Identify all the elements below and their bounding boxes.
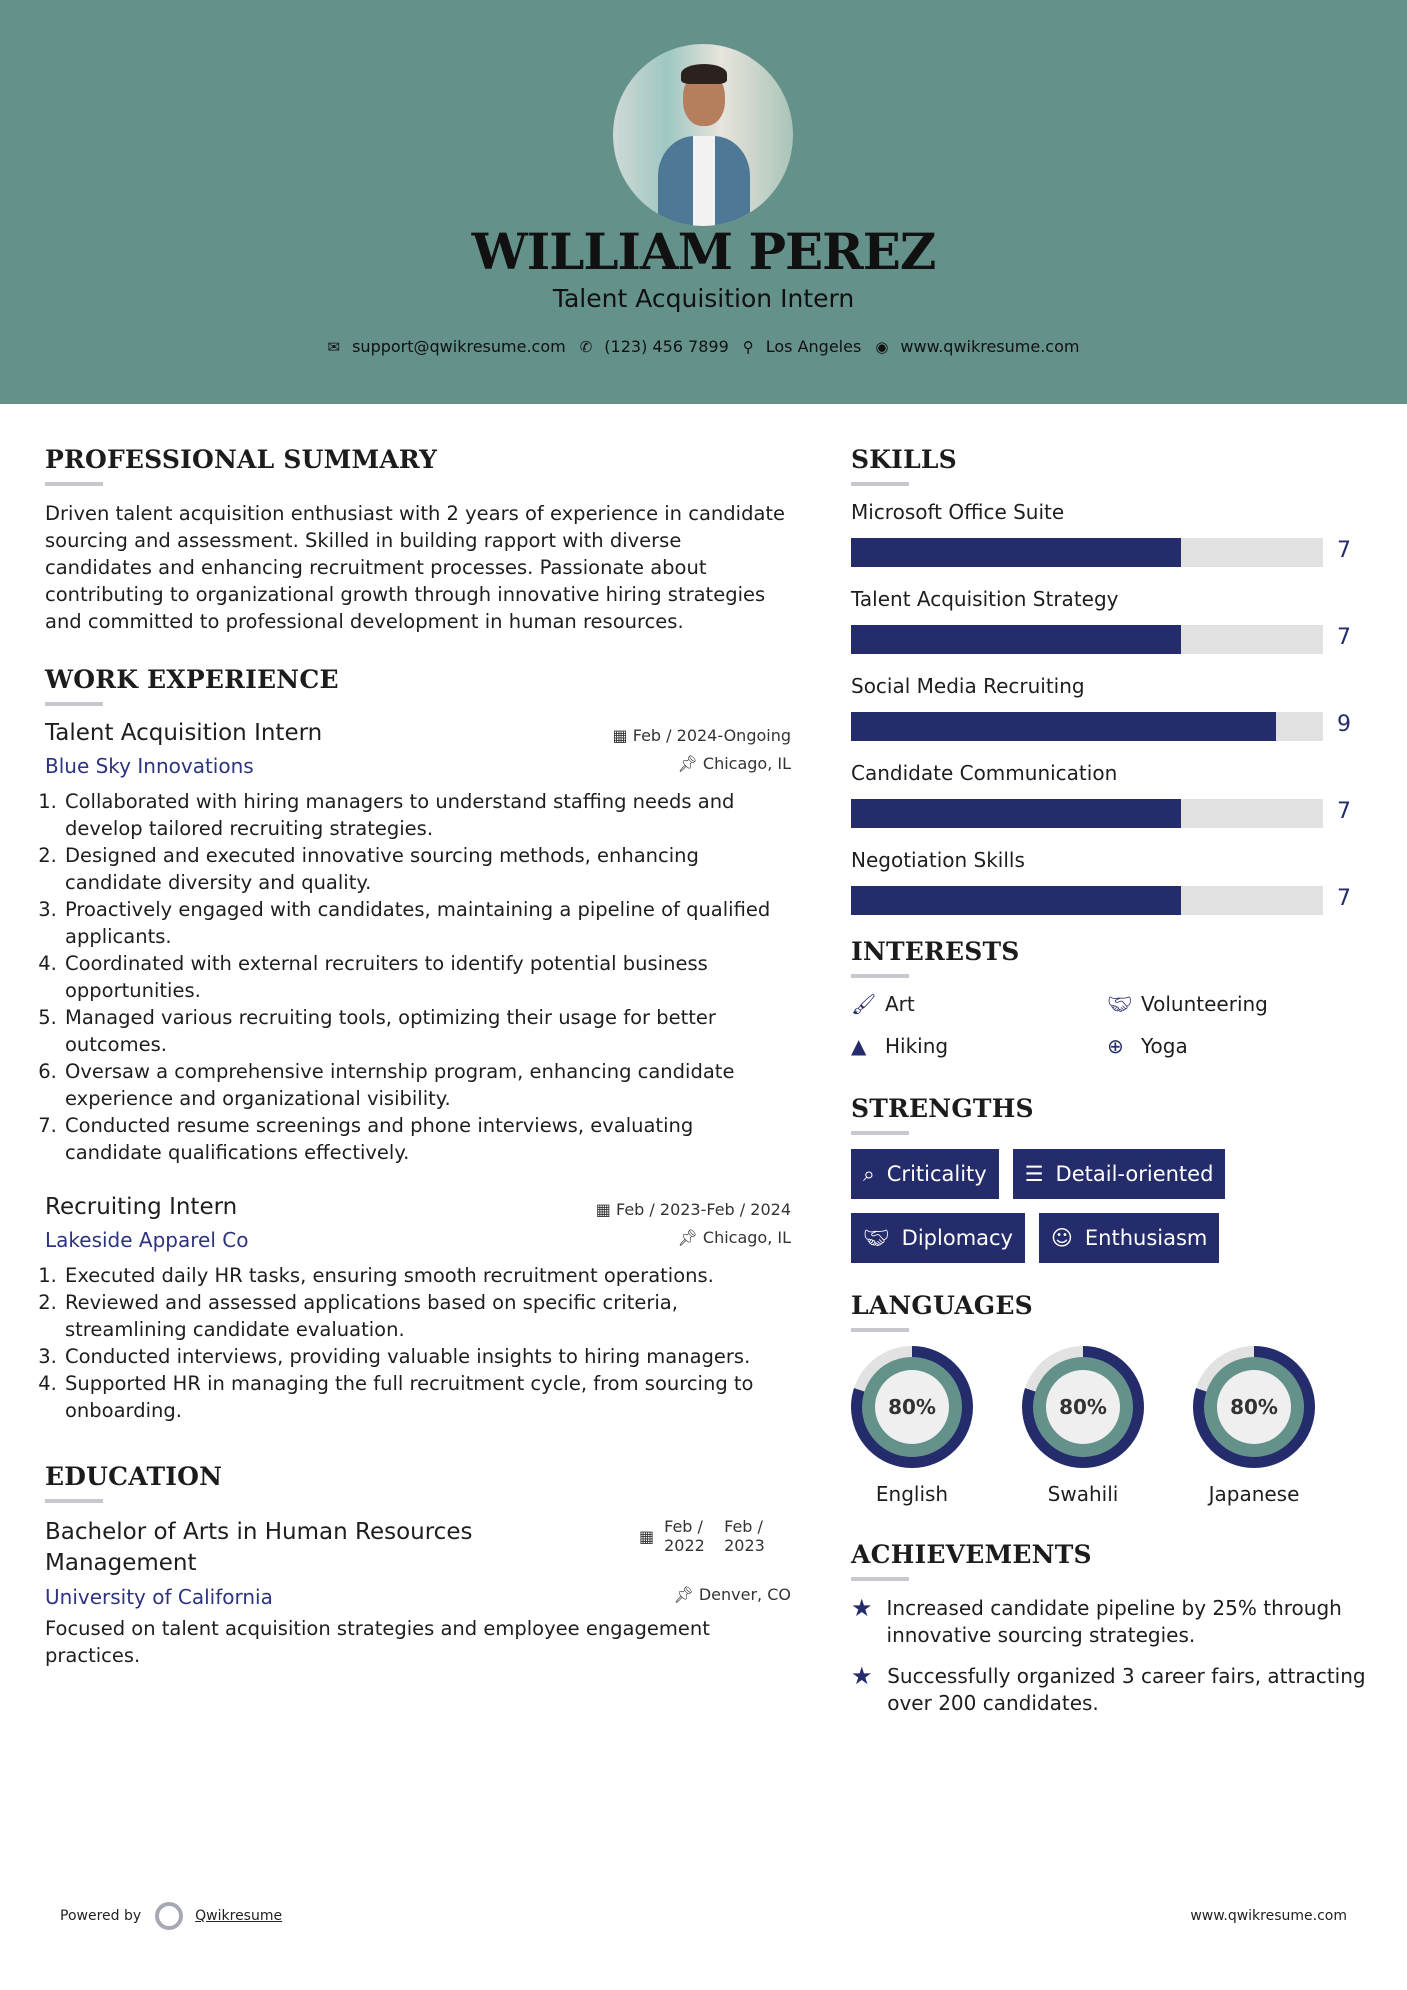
skill-level: 7 bbox=[1337, 625, 1351, 650]
summary-text: Driven talent acquisition enthusiast with 2 years of experience in candidate sourcing and assessment. Skilled in building rapport with diverse candidates and enhancing recruitment processes. Passionate about contributing to organizational growth through innovative hiring strategies and committed to professional development in human resources. bbox=[45, 502, 786, 633]
language-percent: 80% bbox=[1217, 1370, 1291, 1444]
skill-name: Negotiation Skills bbox=[851, 848, 1025, 872]
envelope-icon: ✉ bbox=[327, 337, 341, 356]
website[interactable]: www.qwikresume.com bbox=[900, 337, 1080, 356]
skill-item bbox=[851, 674, 1371, 761]
job-bullet: 7. Conducted resume screenings and phone interviews, evaluating candidate qualifications effectively. bbox=[63, 1112, 791, 1166]
candidate-name: WILLIAM PEREZ bbox=[471, 222, 936, 281]
contact-bar bbox=[0, 337, 1407, 356]
edu-end: Feb / 2023 bbox=[724, 1517, 765, 1555]
paintbrush-icon: 🖌︎ bbox=[851, 992, 877, 1016]
edu-start: Feb / 2022 bbox=[664, 1517, 705, 1555]
brand-link[interactable]: Qwikresume bbox=[195, 1908, 283, 1924]
skill-list bbox=[851, 500, 1371, 935]
right-column bbox=[851, 445, 1371, 1731]
degree: Bachelor of Arts in Human Resources Management bbox=[45, 1519, 473, 1576]
job-bullet: 2. Designed and executed innovative sourcing methods, enhancing candidate diversity and quality. bbox=[63, 842, 791, 896]
language-name: Swahili bbox=[1047, 1482, 1119, 1506]
interest-item: 🤝︎ Volunteering bbox=[1107, 992, 1268, 1016]
profile-photo bbox=[613, 44, 793, 226]
skill-name: Social Media Recruiting bbox=[851, 674, 1085, 698]
edu-location: Denver, CO bbox=[698, 1585, 791, 1604]
job-dates: Feb / 2023-Feb / 2024 bbox=[616, 1200, 791, 1219]
skill-bar-fill bbox=[851, 712, 1276, 741]
skill-item bbox=[851, 587, 1371, 674]
map-marker-icon: ⚲ bbox=[742, 337, 754, 356]
job-bullet: 3. Proactively engaged with candidates, maintaining a pipeline of qualified applicants. bbox=[63, 896, 791, 950]
summary-heading: PROFESSIONAL SUMMARY bbox=[45, 445, 438, 474]
skill-name: Candidate Communication bbox=[851, 761, 1118, 785]
language-item bbox=[851, 1346, 973, 1506]
edu-description: Focused on talent acquisition strategies and employee engagement practices. bbox=[45, 1617, 710, 1667]
job-entry bbox=[45, 720, 791, 1166]
job-bullet: 6. Oversaw a comprehensive internship program, enhancing candidate experience and organizational visibility. bbox=[63, 1058, 791, 1112]
handshake-icon: 🤝︎ bbox=[1107, 992, 1133, 1016]
handshake-icon: 🤝︎ bbox=[863, 1225, 890, 1250]
strength-chip: 🤝︎ Diplomacy bbox=[851, 1213, 1025, 1263]
skill-item bbox=[851, 761, 1371, 848]
strengths-heading: STRENGTHS bbox=[851, 1094, 1034, 1123]
language-item bbox=[1193, 1346, 1315, 1506]
company: Blue Sky Innovations bbox=[45, 754, 254, 778]
strength-chip: ☰ Detail-oriented bbox=[1013, 1149, 1226, 1199]
job-bullet: 5. Managed various recruiting tools, optimizing their usage for better outcomes. bbox=[63, 1004, 791, 1058]
job-bullet: 1. Executed daily HR tasks, ensuring smooth recruitment operations. bbox=[63, 1262, 791, 1289]
language-item bbox=[1022, 1346, 1144, 1506]
language-list bbox=[851, 1346, 1371, 1506]
skill-bar-fill bbox=[851, 799, 1181, 828]
lifering-icon: ⊕ bbox=[1107, 1034, 1124, 1058]
language-donut bbox=[851, 1346, 973, 1468]
interests-heading: INTERESTS bbox=[851, 937, 1020, 966]
resume-header bbox=[0, 0, 1407, 404]
footer-website[interactable]: www.qwikresume.com bbox=[1190, 1908, 1347, 1924]
star-icon: ★ bbox=[851, 1662, 873, 1690]
pin-icon: 📌︎ bbox=[673, 1585, 699, 1604]
achievement-item: ★ Increased candidate pipeline by 25% through innovative sourcing strategies. bbox=[851, 1594, 1342, 1647]
language-percent: 80% bbox=[1046, 1370, 1120, 1444]
achievement-item: ★ Successfully organized 3 career fairs, attracting over 200 candidates. bbox=[851, 1662, 1366, 1715]
globe-icon: ◉ bbox=[875, 337, 889, 356]
skill-bar bbox=[851, 625, 1323, 654]
achievements-heading: ACHIEVEMENTS bbox=[851, 1540, 1092, 1569]
skill-bar bbox=[851, 886, 1323, 915]
phone: (123) 456 7899 bbox=[604, 337, 729, 356]
strength-chip: ☺ Enthusiasm bbox=[1039, 1213, 1219, 1263]
language-name: English bbox=[875, 1482, 949, 1506]
skill-name: Talent Acquisition Strategy bbox=[851, 587, 1119, 611]
star-icon: ★ bbox=[851, 1594, 873, 1622]
job-list bbox=[45, 720, 791, 1424]
skills-heading: SKILLS bbox=[851, 445, 957, 474]
pin-icon: 📌︎ bbox=[677, 1228, 703, 1247]
tree-icon: ▲ bbox=[851, 1034, 867, 1058]
school: University of California bbox=[45, 1585, 273, 1609]
calendar-icon: ▦ bbox=[639, 1526, 655, 1546]
education-entry bbox=[45, 1517, 791, 1579]
job-bullet: 2. Reviewed and assessed applications based on specific criteria, streamlining candidate evaluation. bbox=[63, 1289, 791, 1343]
calendar-icon: ▦ bbox=[612, 726, 633, 745]
smile-icon: ☺ bbox=[1051, 1226, 1073, 1250]
skill-bar-fill bbox=[851, 625, 1181, 654]
skill-level: 7 bbox=[1337, 799, 1351, 824]
strength-chip: ⌕ Criticality bbox=[851, 1149, 999, 1199]
interest-item: ▲ Hiking bbox=[851, 1034, 949, 1058]
job-bullet: 1. Collaborated with hiring managers to understand staffing needs and develop tailored recruiting strategies. bbox=[63, 788, 791, 842]
skill-bar bbox=[851, 538, 1323, 567]
job-bullet: 3. Conducted interviews, providing valuable insights to hiring managers. bbox=[63, 1343, 791, 1370]
job-entry bbox=[45, 1194, 791, 1424]
interest-item: 🖌︎ Art bbox=[851, 992, 915, 1016]
skill-level: 9 bbox=[1337, 712, 1351, 737]
phone-icon: ✆ bbox=[579, 337, 593, 356]
languages-heading: LANGUAGES bbox=[851, 1291, 1033, 1320]
skill-level: 7 bbox=[1337, 886, 1351, 911]
job-dates: Feb / 2024-Ongoing bbox=[632, 726, 791, 745]
education-heading: EDUCATION bbox=[45, 1462, 223, 1491]
job-title: Talent Acquisition Intern bbox=[45, 720, 323, 746]
left-column bbox=[45, 445, 791, 1669]
company: Lakeside Apparel Co bbox=[45, 1228, 249, 1252]
interest-list bbox=[851, 992, 1371, 1058]
email[interactable]: support@qwikresume.com bbox=[352, 337, 566, 356]
interest-item: ⊕ Yoga bbox=[1107, 1034, 1188, 1058]
skill-name: Microsoft Office Suite bbox=[851, 500, 1065, 524]
powered-by: Powered by bbox=[60, 1908, 142, 1924]
qwikresume-logo-icon bbox=[155, 1902, 183, 1930]
strength-list bbox=[851, 1149, 1291, 1263]
skill-level: 7 bbox=[1337, 538, 1351, 563]
skill-bar bbox=[851, 712, 1323, 741]
job-bullet: 4. Coordinated with external recruiters to identify potential business opportunities. bbox=[63, 950, 791, 1004]
language-donut bbox=[1022, 1346, 1144, 1468]
pin-icon: 📌︎ bbox=[677, 754, 703, 773]
skill-bar-fill bbox=[851, 886, 1181, 915]
search-icon: ⌕ bbox=[863, 1161, 875, 1186]
job-title: Recruiting Intern bbox=[45, 1194, 238, 1220]
location: Los Angeles bbox=[765, 337, 862, 356]
job-bullet: 4. Supported HR in managing the full recruitment cycle, from sourcing to onboarding. bbox=[63, 1370, 791, 1424]
list-icon: ☰ bbox=[1024, 1162, 1044, 1186]
skill-item bbox=[851, 500, 1371, 587]
work-heading: WORK EXPERIENCE bbox=[45, 665, 339, 694]
calendar-icon: ▦ bbox=[595, 1200, 616, 1219]
skill-bar bbox=[851, 799, 1323, 828]
job-location: Chicago, IL bbox=[702, 1228, 791, 1247]
language-name: Japanese bbox=[1208, 1482, 1300, 1506]
candidate-title: Talent Acquisition Intern bbox=[552, 284, 855, 313]
language-percent: 80% bbox=[875, 1370, 949, 1444]
language-donut bbox=[1193, 1346, 1315, 1468]
skill-bar-fill bbox=[851, 538, 1181, 567]
job-location: Chicago, IL bbox=[702, 754, 791, 773]
skill-item bbox=[851, 848, 1371, 935]
footer bbox=[60, 1902, 1347, 1930]
